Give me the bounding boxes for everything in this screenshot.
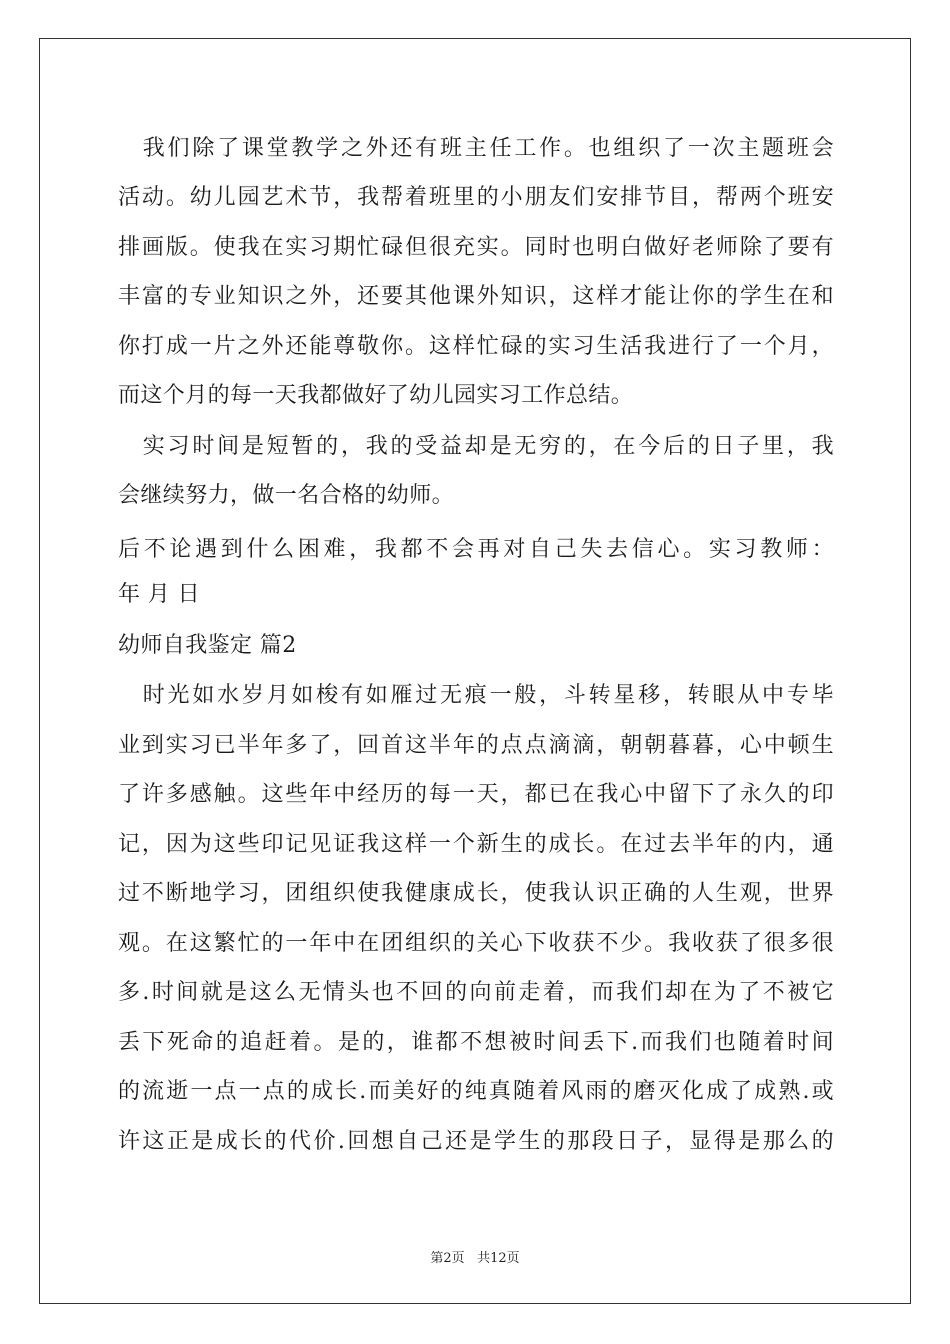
page-total: 共12页 (477, 1251, 520, 1266)
text-line: 丢下死命的追赶着。是的，谁都不想被时间丢下.而我们也随着时间 (118, 1030, 834, 1055)
text-line: 丰富的专业知识之外，还要其他课外知识，这样才能让你的学生在和 (118, 284, 834, 309)
text-line: 而这个月的每一天我都做好了幼儿园实习工作总结。 (118, 383, 634, 408)
page-border (39, 38, 911, 1304)
text-line: 记，因为这些印记见证我这样一个新生的成长。在过去半年的内，通 (118, 832, 834, 857)
page-number: 第2页 (430, 1251, 465, 1266)
text-line: 过不断地学习，团组织使我健康成长，使我认识正确的人生观，世界 (118, 881, 834, 906)
text-line: 时光如水岁月如梭有如雁过无痕一般，斗转星移，转眼从中专毕 (118, 683, 834, 708)
text-line: 活动。幼儿园艺术节，我帮着班里的小朋友们安排节目，帮两个班安 (118, 185, 834, 210)
text-line: 我们除了课堂教学之外还有班主任工作。也组织了一次主题班会 (118, 136, 834, 161)
section-heading: 幼师自我鉴定 篇2 (118, 633, 297, 658)
text-line: 排画版。使我在实习期忙碌但很充实。同时也明白做好老师除了要有 (118, 235, 834, 260)
text-line: 后不论遇到什么困难，我都不会再对自己失去信心。实习教师： (118, 537, 834, 562)
text-line: 了许多感触。这些年中经历的每一天，都已在我心中留下了永久的印 (118, 782, 834, 807)
text-line: 你打成一片之外还能尊敬你。这样忙碌的实习生活我进行了一个月， (118, 334, 834, 359)
text-line: 会继续努力，做一名合格的幼师。 (118, 483, 455, 508)
text-line: 年 月 日 (118, 582, 200, 607)
text-line: 的流逝一点一点的成长.而美好的纯真随着风雨的磨灭化成了成熟.或 (118, 1079, 834, 1104)
text-line: 观。在这繁忙的一年中在团组织的关心下收获不少。我收获了很多很 (118, 931, 834, 956)
text-line: 业到实习已半年多了，回首这半年的点点滴滴，朝朝暮暮，心中顿生 (118, 733, 834, 758)
text-line: 多.时间就是这么无情头也不回的向前走着，而我们却在为了不被它 (118, 980, 834, 1005)
page-footer (0, 1247, 950, 1266)
text-line: 实习时间是短暂的，我的受益却是无穷的，在今后的日子里，我 (118, 434, 834, 459)
text-line: 许这正是成长的代价.回想自己还是学生的那段日子，显得是那么的 (118, 1129, 834, 1154)
